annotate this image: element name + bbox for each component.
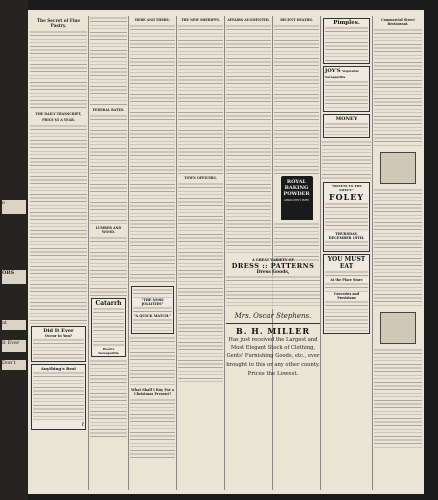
must-eat-ad: YOU MUST EAT At the Place Store Groceries and Provisions: [323, 254, 370, 334]
advertisement: Anything's Best ℓ: [31, 364, 86, 430]
pimples-ad: Pimples.: [323, 18, 370, 64]
money-ad: MONEY: [323, 114, 370, 138]
edge-fragment: Don't: [2, 360, 26, 370]
newspaper-page: [28, 10, 424, 494]
engraving-image: [380, 152, 416, 184]
headline: AFFAIRS AUGMENTED.: [227, 18, 270, 22]
column-5: [226, 16, 271, 490]
column-2: [90, 16, 127, 490]
script-signature: Mrs. Oscar Stephens.: [234, 312, 312, 320]
foley-ad: "SWEETS TO THE SWEET." FOLEY THURSDAY, DECEMBER 19TH.: [323, 182, 370, 252]
subheadline: TOWN OFFICERS.: [184, 176, 217, 180]
advertisement: "THE NOSS JOLLITIES" "A QUICK MATCH.": [131, 286, 174, 334]
column-1: [30, 16, 87, 490]
edge-fragment: It Ever: [2, 340, 26, 352]
column-6: [274, 16, 319, 490]
edge-fragment: o: [2, 200, 26, 214]
column-8: [374, 16, 422, 490]
advertisement: Catarrh Hood's Sarsaparilla: [91, 298, 126, 357]
subheadline: PRICE $5 A YEAR.: [42, 118, 75, 122]
headline: What Shall I Buy For a Christmas Present?: [131, 388, 174, 396]
headline: FEDERAL RATES.: [92, 108, 125, 112]
miller-price: Prices the Lowest.: [247, 370, 299, 377]
subheadline: LUMBER AND WOOD.: [95, 226, 122, 234]
column-3: [130, 16, 175, 490]
column-4: [178, 16, 223, 490]
dress-goods-ad: A GREAT VARIETY OF DRESS :: PATTERNS Dress Goods, Mrs. Oscar Stephens. B. H. MILLER Has just received the Largest and Most Elegant Stock of Clothing, Gents' Furnishing Goods, etc., ever brought to this or any other county. Prices the Lowest.: [226, 258, 320, 377]
miller-text: Has just received the Largest and Most Elegant Stock of Clothing, Gents' Furnishing Goods, etc., ever brought to this or any other county.: [226, 337, 320, 368]
headline: HERE AND THERE.: [135, 18, 170, 22]
miller-heading: B. H. MILLER: [235, 326, 311, 336]
royal-baking-powder-ad: ROYAL BAKING POWDER ABSOLUTELY PURE: [278, 176, 315, 220]
column-7: [322, 16, 371, 490]
headline: The Secret of Fine Pastry.: [36, 18, 81, 28]
advertisement: Did It Ever Occur to You?: [31, 326, 86, 362]
subheadline: THE DAILY TRANSCRIPT,: [35, 112, 82, 116]
headline: Commercial Street Restaurant.: [381, 18, 415, 26]
edge-fragment: at: [2, 320, 26, 330]
adjacent-page-edge: [0, 0, 28, 500]
headline: RECENT DEATHS.: [280, 18, 313, 22]
headline: THE NEW SHERIFFS.: [181, 18, 220, 22]
edge-fragment: ORS: [2, 270, 26, 284]
engraving-image: [380, 312, 416, 344]
sarsaparilla-ad: JOY'S Vegetable Sarsaparilla: [323, 66, 370, 112]
